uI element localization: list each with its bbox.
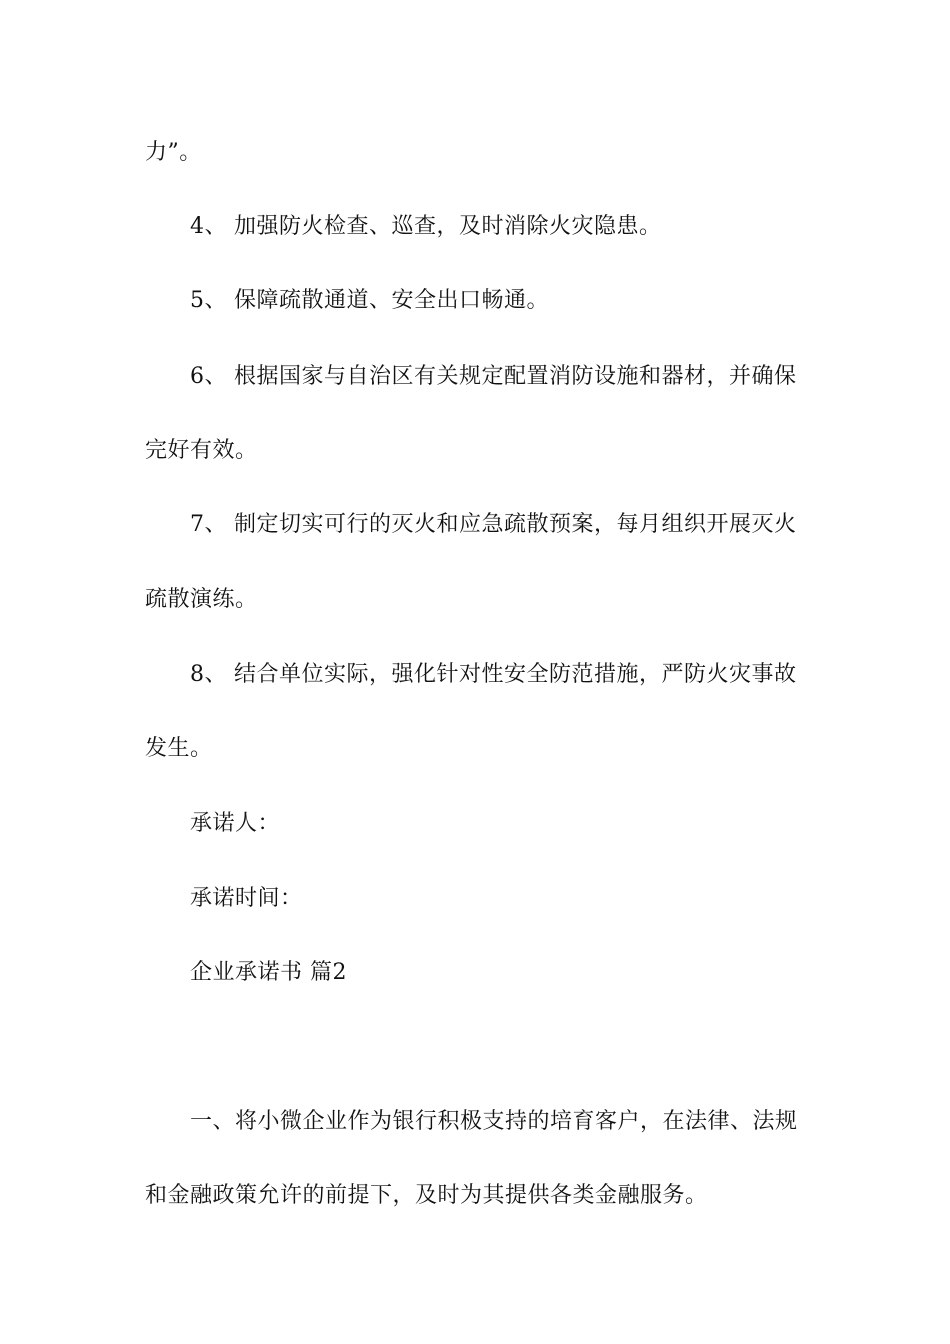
list-item-4	[190, 212, 815, 242]
list-item-6	[190, 362, 815, 392]
list-item-7	[190, 510, 815, 540]
paragraph-line: 和金融政策允许的前提下，及时为其提供各类金融服务。	[145, 1183, 708, 1208]
paragraph-line: 力”。	[145, 140, 202, 165]
list-text: 结合单位实际，强化针对性安全防范措施，严防火灾事故	[234, 662, 797, 687]
list-text: 加强防火检查、巡查，及时消除火灾隐患。	[234, 214, 662, 239]
section-title: 企业承诺书 篇2	[190, 960, 347, 985]
list-number: 5、	[190, 288, 227, 313]
list-number: 7、	[190, 512, 227, 537]
paragraph-line: 一、将小微企业作为银行积极支持的培育客户，在法律、法规	[190, 1109, 798, 1134]
paragraph-line: 疏散演练。	[145, 587, 258, 612]
list-item-5	[190, 286, 815, 316]
signatory-label: 承诺人：	[190, 811, 281, 836]
list-number: 4、	[190, 214, 227, 239]
list-text: 保障疏散通道、安全出口畅通。	[234, 288, 550, 313]
list-text: 根据国家与自治区有关规定配置消防设施和器材，并确保	[234, 364, 797, 389]
date-label: 承诺时间：	[190, 886, 303, 911]
list-number: 8、	[190, 662, 227, 687]
list-item-8	[190, 660, 815, 690]
list-number: 6、	[190, 364, 227, 389]
paragraph-line: 完好有效。	[145, 438, 258, 463]
list-text: 制定切实可行的灭火和应急疏散预案，每月组织开展灭火	[234, 512, 797, 537]
paragraph-line: 发生。	[145, 736, 213, 761]
